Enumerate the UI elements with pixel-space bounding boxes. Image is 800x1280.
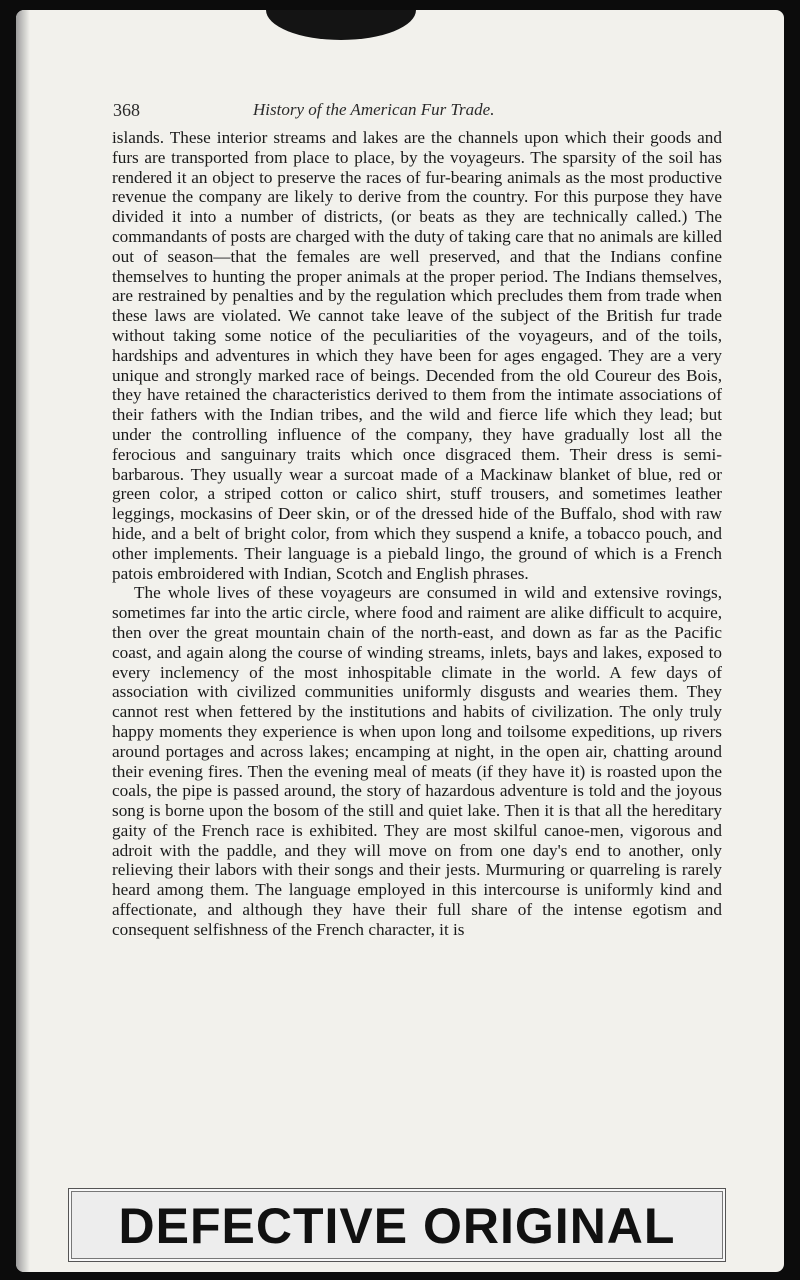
paragraph: islands. These interior streams and lakes are the channels upon which their goods and furs are transported from place to place, by the voyageurs. The sparsity of the soil has rendered it an object to preserve the races of fur-bearing animals as the most productive revenue the company are likely to derive from the country. For this purpose they have divided it into a number of districts, (or beats as they are technically called.) The commandants of posts are charged with the duty of taking care that no animals are killed out of season—that the females are well preserved, and that the Indians confine themselves to hunting the proper animals at the proper period. The Indians themselves, are restrained by penalties and by the regulation which precludes them from trade when these laws are violated. We cannot take leave of the subject of the British fur trade without taking some notice of the peculiarities of the voyageurs, and of the toils, hardships and adventures in which they have been for ages engaged. They are a very unique and strongly marked race of beings. Decended from the old Coureur des Bois, they have retained the characteristics derived to them from the intimate associations of their fathers with the Indian tribes, and the wild and fierce life which they lead; but under the controlling influence of the company, they have gradually lost all the ferocious and sanguinary traits which once disgraced them. Their dress is semi-barbarous. They usually wear a surcoat made of a Mackinaw blanket of blue, red or green color, a striped cotton or calico shirt, stuff trousers, and sometimes leather leggings, mockasins of Deer skin, or of the dressed hide of the Buffalo, shod with raw hide, and a belt of bright color, from which they suspend a knife, a tobacco pouch, and other implements. Their language is a piebald lingo, the ground of which is a French patois embroidered with Indian, Scotch and English phrases. xyxy=(112,128,722,583)
defective-original-stamp xyxy=(68,1188,726,1262)
body-text xyxy=(112,128,722,1138)
running-head: History of the American Fur Trade. xyxy=(253,100,495,119)
scan-notch xyxy=(266,10,416,40)
page-edge-shadow xyxy=(16,10,30,1272)
page-header xyxy=(113,100,713,124)
paragraph: The whole lives of these voyageurs are consumed in wild and extensive rovings, sometimes far into the artic circle, where food and raiment are alike difficult to acquire, then over the great mountain chain of the north-east, and down as far as the Pacific coast, and again along the course of winding streams, inlets, bays and lakes, exposed to every inclemency of the most inhospitable climate in the world. A few days of association with civilized communities uniformly disgusts and wearies them. They cannot rest when fettered by the institutions and habits of civilization. The only truly happy moments they experience is when upon long and toilsome expeditions, up rivers around portages and across lakes; encamping at night, in the open air, chatting around their evening fires. Then the evening meal of meats (if they have it) is roasted upon the coals, the pipe is passed around, the story of hazardous adventure is told and the joyous song is borne upon the bosom of the still and quiet lake. Then it is that all the hereditary gaity of the French race is exhibited. They are most skilful canoe-men, vigorous and adroit with the paddle, and they will move on from one day's end to another, only relieving their labors with their songs and their jests. Murmuring or quarreling is rarely heard among them. The language employed in this intercourse is uniformly kind and affectionate, and although they have their full share of the intense egotism and consequent selfishness of the French character, it is xyxy=(112,583,722,939)
page-number: 368 xyxy=(113,100,140,120)
stamp-label: DEFECTIVE ORIGINAL xyxy=(118,1198,676,1254)
